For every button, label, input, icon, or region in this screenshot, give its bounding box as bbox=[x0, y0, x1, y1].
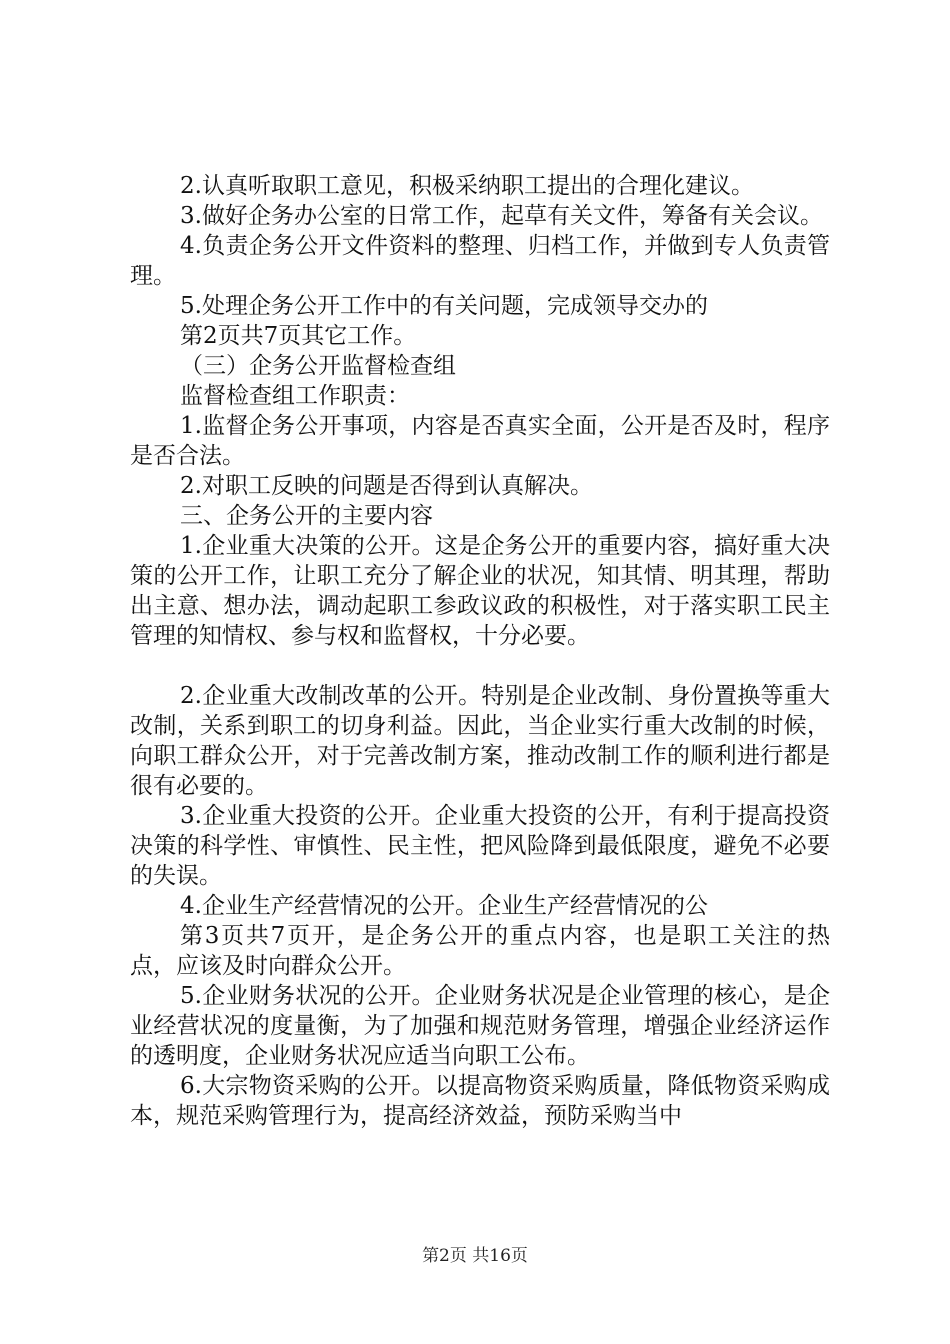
paragraph: 2.认真听取职工意见，积极采纳职工提出的合理化建议。 bbox=[180, 173, 754, 199]
paragraph: 2.企业重大改制改革的公开。特别是企业改制、身份置换等重大改制，关系到职工的切身利益。因此，当企业实行重大改制的时候，向职工群众公开，对于完善改制方案，推动改制工作的顺利进行都是很有必要的。 bbox=[130, 683, 830, 799]
paragraph: 4.负责企务公开文件资料的整理、归档工作，并做到专人负责管理。 bbox=[130, 233, 830, 289]
section-heading: 三、企务公开的主要内容 bbox=[180, 503, 433, 529]
paragraph: 3.企业重大投资的公开。企业重大投资的公开，有利于提高投资决策的科学性、审慎性、民主性，把风险降到最低限度，避免不必要的失误。 bbox=[130, 803, 830, 889]
section-heading: （三）企务公开监督检查组 bbox=[180, 353, 456, 379]
paragraph: 5.企业财务状况的公开。企业财务状况是企业管理的核心，是企业经营状况的度量衡，为了加强和规范财务管理，增强企业经济运作的透明度，企业财务状况应适当向职工公布。 bbox=[130, 983, 830, 1069]
page-footer: 第2页 共16页 bbox=[422, 1246, 528, 1266]
paragraph: 监督检查组工作职责： bbox=[180, 383, 410, 409]
paragraph: 1.监督企务公开事项，内容是否真实全面，公开是否及时，程序是否合法。 bbox=[130, 413, 830, 469]
paragraph: 5.处理企务公开工作中的有关问题，完成领导交办的 bbox=[180, 293, 708, 319]
paragraph: 4.企业生产经营情况的公开。企业生产经营情况的公 bbox=[180, 893, 708, 919]
paragraph: 3.做好企务办公室的日常工作，起草有关文件，筹备有关会议。 bbox=[180, 203, 823, 229]
paragraph: 2.对职工反映的问题是否得到认真解决。 bbox=[180, 473, 593, 499]
paragraph: 第2页共7页其它工作。 bbox=[180, 323, 417, 349]
paragraph: 6.大宗物资采购的公开。以提高物资采购质量，降低物资采购成本，规范采购管理行为，提高经济效益，预防采购当中 bbox=[130, 1073, 830, 1129]
paragraph: 1.企业重大决策的公开。这是企务公开的重要内容，搞好重大决策的公开工作，让职工充分了解企业的状况，知其情、明其理，帮助出主意、想办法，调动起职工参政议政的积极性，对于落实职工民主管理的知情权、参与权和监督权，十分必要。 bbox=[130, 533, 830, 649]
document-body bbox=[130, 171, 830, 1131]
paragraph: 第3页共7页开，是企务公开的重点内容，也是职工关注的热点，应该及时向群众公开。 bbox=[130, 923, 830, 979]
